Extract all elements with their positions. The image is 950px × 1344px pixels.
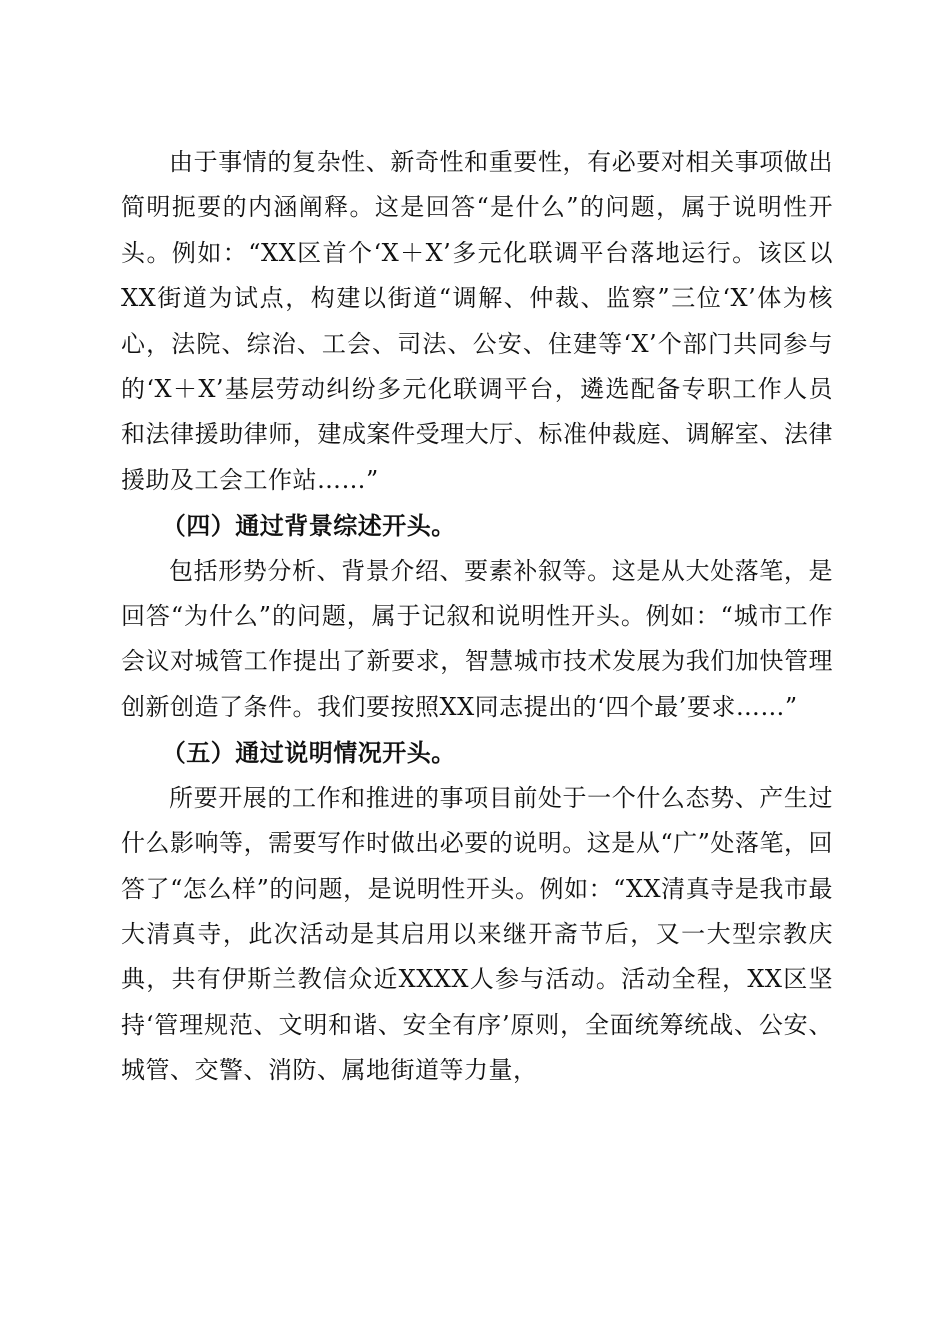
paragraph-explanatory-opening: 由于事情的复杂性、新奇性和重要性，有必要对相关事项做出简明扼要的内涵阐释。这是回答“是什么”的问题，属于说明性开头。例如：“XX区首个‘X＋X’多元化联调平台落地运行。该区以XX街道为试点，构建以街道“调解、仲裁、监察”三位‘X’体为核心，法院、综治、工会、司法、公安、住建等‘X’个部门共同参与的‘X＋X’基层劳动纠纷多元化联调平台，遴选配备专职工作人员和法律援助律师，建成案件受理大厅、标准仲裁庭、调解室、法律援助及工会工作站……” xyxy=(121,148,833,494)
section-heading-5: （五）通过说明情况开头。 xyxy=(161,738,456,768)
paragraph-background-opening: 包括形势分析、背景介绍、要素补叙等。这是从大处落笔，是回答“为什么”的问题，属于记叙和说明性开头。例如：“城市工作会议对城管工作提出了新要求，智慧城市技术发展为我们加快管理创新创造了条件。我们要按照XX同志提出的‘四个最’要求……” xyxy=(121,556,833,721)
document-body xyxy=(121,140,833,1094)
section-heading-4: （四）通过背景综述开头。 xyxy=(161,511,456,541)
paragraph-situation-opening: 所要开展的工作和推进的事项目前处于一个什么态势、产生过什么影响等，需要写作时做出必要的说明。这是从“广”处落笔，回答了“怎么样”的问题，是说明性开头。例如：“XX清真寺是我市最大清真寺，此次活动是其启用以来继开斋节后，又一大型宗教庆典，共有伊斯兰教信众近XXXX人参与活动。活动全程，XX区坚持‘管理规范、文明和谐、安全有序’原则，全面统筹统战、公安、城管、交警、消防、属地街道等力量， xyxy=(121,783,833,1085)
